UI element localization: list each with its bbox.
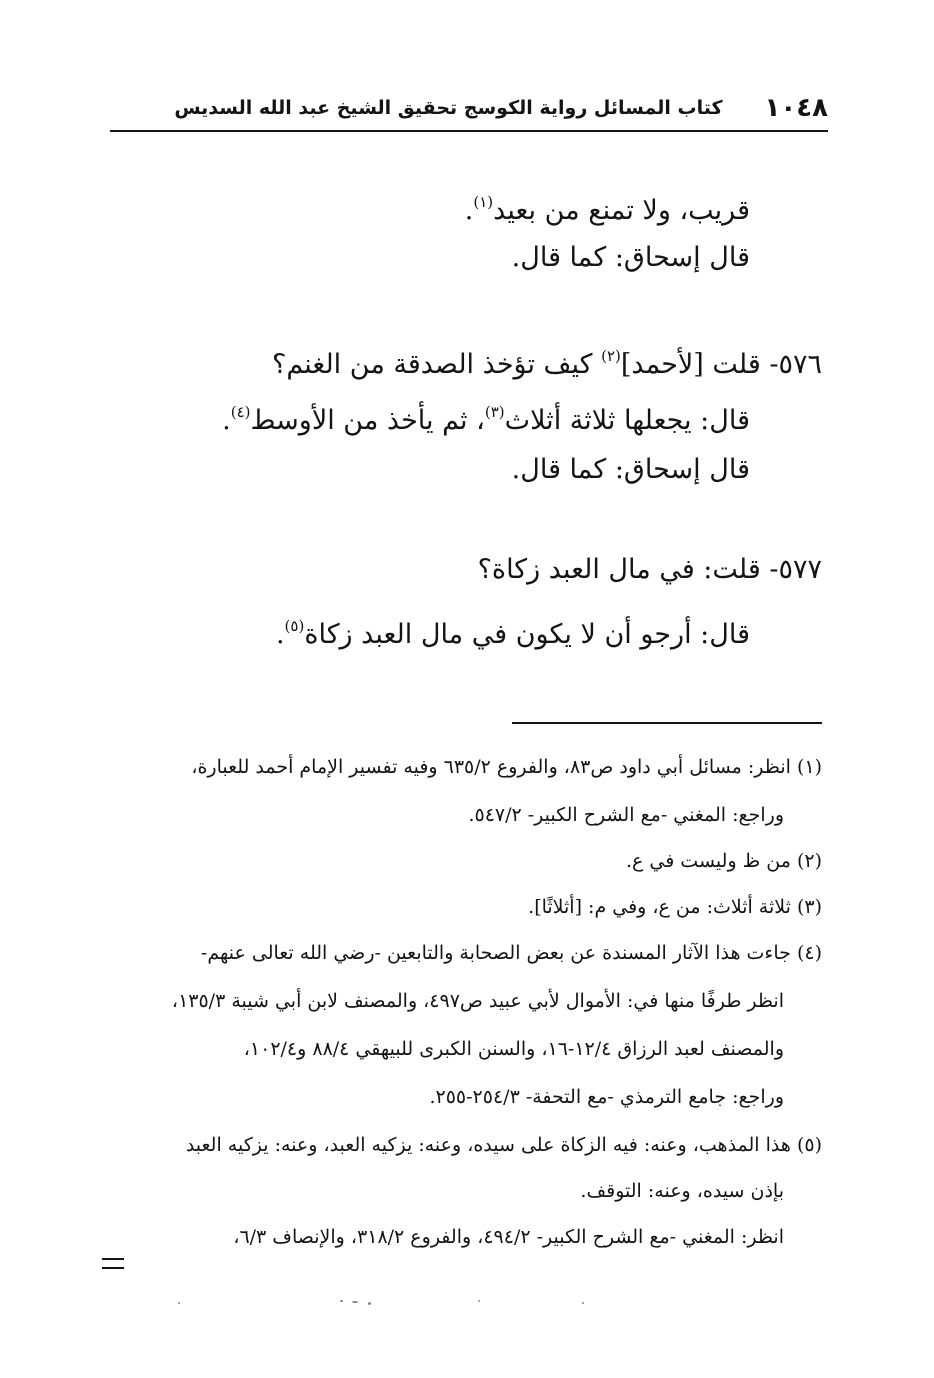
scan-speck — [340, 1300, 343, 1302]
page-number: ١٠٤٨ — [764, 93, 828, 123]
text-segment: كيف تؤخذ الصدقة من الغنم؟ — [271, 349, 602, 380]
footnote-ref-4: (٤) — [230, 403, 251, 421]
issue-number: ٥٧٧- — [769, 554, 822, 585]
book-title: كتاب المسائل رواية الكوسج تحقيق الشيخ عبد الله السديس — [174, 97, 723, 119]
footnote-ref-1: (١) — [473, 193, 494, 211]
footnote-ref-2: (٢) — [601, 347, 621, 365]
footnote-5-line-3: انظر: المغني -مع الشرح الكبير- ٤٩٤/٢، والفروع ٣١٨/٢، والإنصاف ٦/٣، — [233, 1226, 784, 1248]
footnote-ref-5: (٥) — [284, 617, 305, 635]
scan-speck — [352, 1301, 358, 1303]
text-segment: قلت: في مال العبد زكاة؟ — [477, 554, 761, 585]
text-segment: ، ثم يأخذ من الأوسط — [250, 405, 485, 436]
scan-speck — [178, 1302, 180, 1304]
footnote-5-line-2: بإذن سيده، وعنه: التوقف. — [580, 1180, 784, 1202]
footnote-4-line-4: وراجع: جامع الترمذي -مع التحفة- ٢٥٤/٣-٢٥٥. — [429, 1086, 784, 1108]
text-segment: قال: يجعلها ثلاثة أثلاث — [504, 405, 750, 436]
answer-576 — [222, 392, 750, 441]
text-segment: . — [275, 619, 285, 650]
answer-577 — [276, 606, 750, 655]
footnote-1-line-1: (١) انظر: مسائل أبي داود ص٨٣، والفروع ٦٣٥/٢ وفيه تفسير الإمام أحمد للعبارة، — [191, 756, 822, 778]
footnote-3: (٣) ثلاثة أثلاث: من ع، وفي م: [أثلاثًا]. — [528, 896, 822, 918]
text-segment: قريب، ولا تمنع من بعيد — [493, 195, 750, 226]
footnote-separator — [512, 722, 822, 724]
question-576 — [272, 336, 822, 385]
ishaq-reply-1: قال إسحاق: كما قال. — [511, 242, 750, 273]
text-segment: . — [464, 195, 474, 226]
footnote-1-line-2: وراجع: المغني -مع الشرح الكبير- ٥٤٧/٢. — [468, 804, 784, 826]
running-header — [110, 86, 828, 132]
footnote-5-line-1: (٥) هذا المذهب، وعنه: فيه الزكاة على سيده، وعنه: يزكيه العبد، وعنه: يزكيه العبد — [185, 1134, 822, 1156]
scan-speck — [582, 1302, 584, 1304]
text-line-continuation — [465, 182, 750, 231]
footnote-4-line-3: والمصنف لعبد الرزاق ١٢/٤-١٦، والسنن الكبرى للبيهقي ٨٨/٤ و١٠٢/٤، — [243, 1038, 784, 1060]
text-segment: قال: أرجو أن لا يكون في مال العبد زكاة — [304, 619, 750, 650]
text-segment: . — [222, 405, 231, 436]
footnote-ref-3: (٣) — [484, 403, 505, 421]
scan-speck — [478, 1300, 480, 1302]
issue-number: ٥٧٦- — [769, 349, 822, 380]
footnote-4-line-1: (٤) جاءت هذا الآثار المسندة عن بعض الصحابة والتابعين -رضي الله تعالى عنهم- — [200, 942, 822, 964]
ishaq-reply-576: قال إسحاق: كما قال. — [511, 454, 750, 485]
footnote-4-line-2: انظر طرفًا منها في: الأموال لأبي عبيد ص٤٩٧، والمصنف لابن أبي شيبة ١٣٥/٣، — [171, 990, 784, 1012]
scan-speck — [368, 1302, 371, 1305]
text-segment: قلت [لأحمد] — [620, 349, 761, 380]
question-577 — [478, 550, 822, 590]
continuation-mark — [102, 1258, 124, 1269]
footnote-2: (٢) من ظ وليست في ع. — [625, 850, 822, 872]
